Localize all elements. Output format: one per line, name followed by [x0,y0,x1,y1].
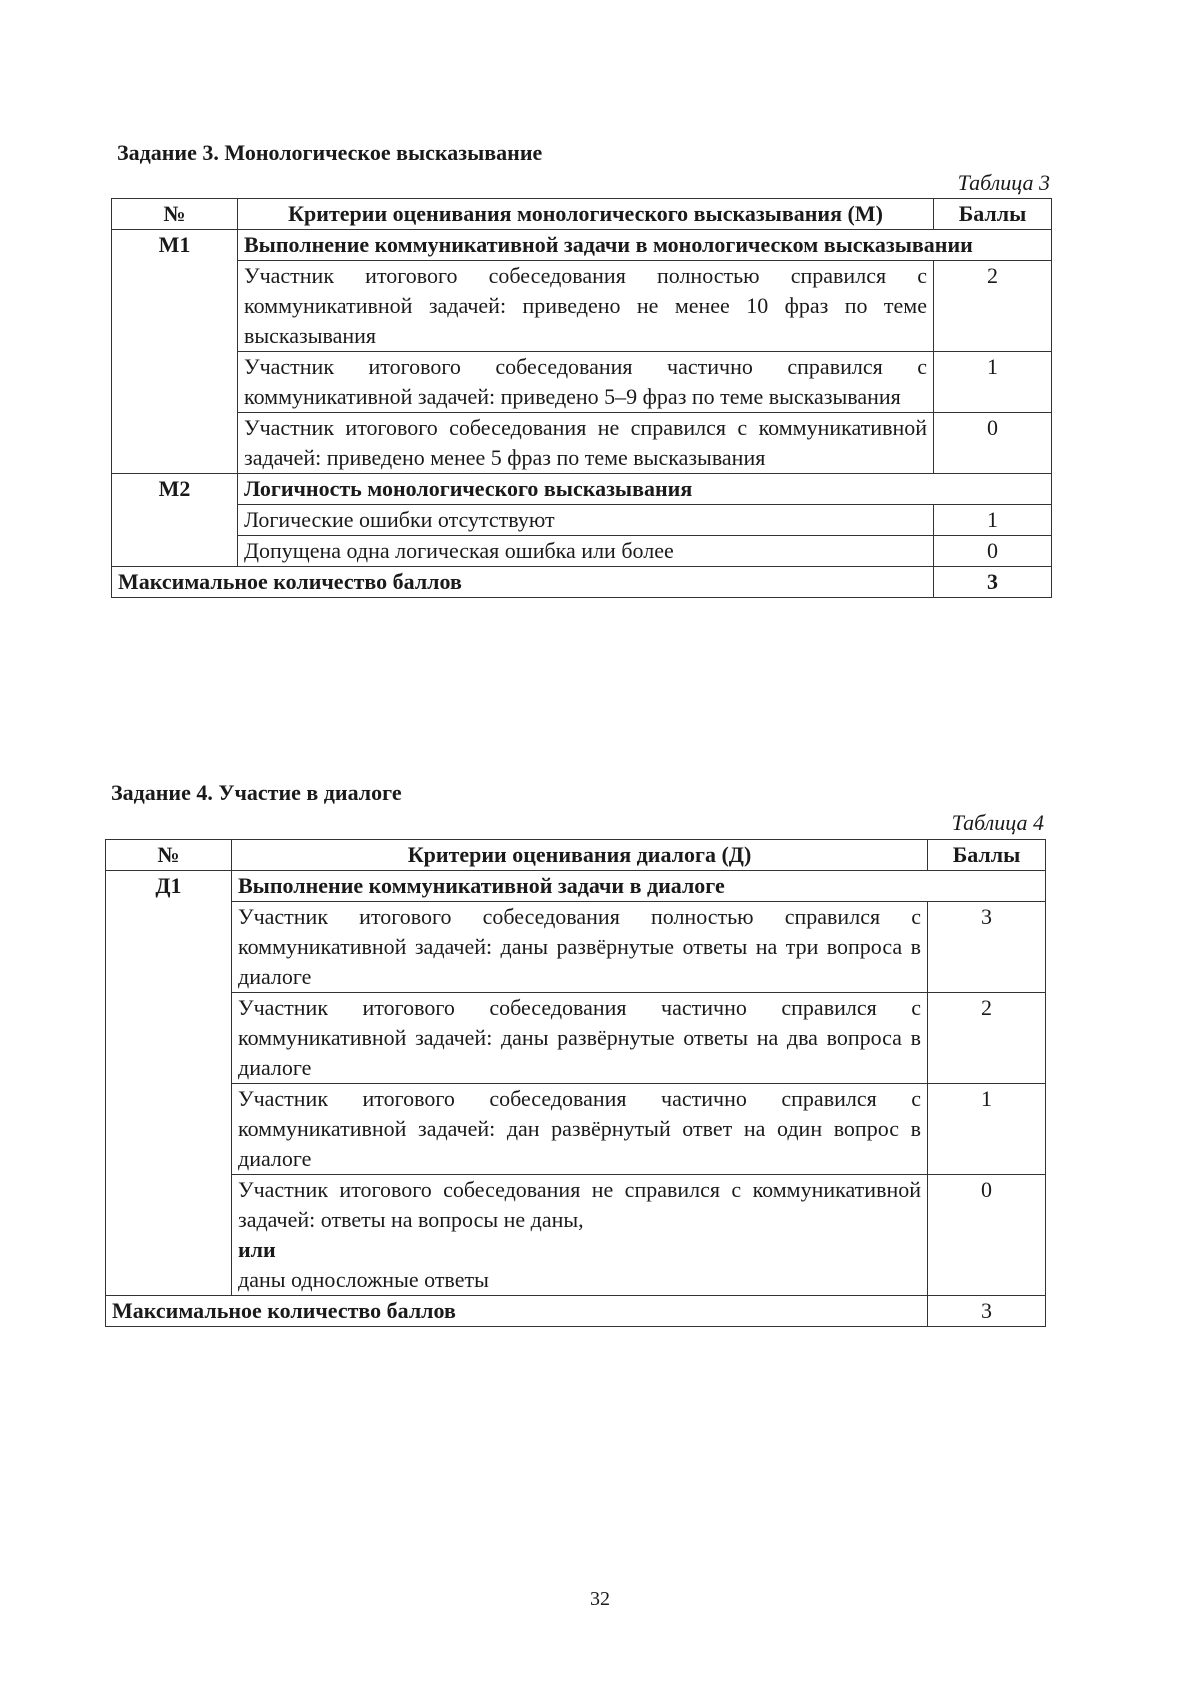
task3-table-caption: Таблица 3 [957,170,1050,195]
page-number: 32 [590,1588,610,1610]
criterion-row [112,474,1052,505]
criterion-score: 0 [928,1175,1046,1296]
criterion-description: Допущена одна логическая ошибка или более [238,536,934,567]
criterion-description: Логические ошибки отсутствуют [238,505,934,536]
table-row [106,1175,1046,1296]
criterion-score: 1 [934,352,1052,413]
header-num: № [106,840,232,871]
criterion-description: Участник итогового собеседования частично справился с коммуникативной задачей: дан развёрнутый ответ на один вопрос в диалоге [232,1084,928,1175]
criterion-score: 2 [934,261,1052,352]
criterion-score: 1 [934,505,1052,536]
total-row [106,1296,1046,1327]
total-row [112,567,1052,598]
task4-title: Задание 4. Участие в диалоге [111,780,402,805]
criterion-code-m2: М2 [112,474,238,567]
header-num: № [112,199,238,230]
criterion-description [232,1175,928,1296]
criterion-description: Участник итогового собеседования полностью справился с коммуникативной задачей: даны развёрнутые ответы на три вопроса в диалоге [232,902,928,993]
criterion-row [106,871,1046,902]
criterion-code-m1: М1 [112,230,238,474]
criterion-description: Участник итогового собеседования частично справился с коммуникативной задачей: даны развёрнутые ответы на два вопроса в диалоге [232,993,928,1084]
criterion-description-part: Участник итогового собеседования не справился с коммуникативной задачей: ответы на вопросы не даны, [238,1177,921,1232]
table-row [112,352,1052,413]
table-header-row [112,199,1052,230]
criterion-or-keyword: или [238,1237,276,1262]
table-row [112,261,1052,352]
table-row [112,413,1052,474]
total-score: 3 [928,1296,1046,1327]
criterion-code-d1: Д1 [106,871,232,1296]
task4-criteria-table [105,839,1046,1327]
table-row [112,505,1052,536]
table-row [106,1084,1046,1175]
table-header-row [106,840,1046,871]
criterion-description: Участник итогового собеседования полностью справился с коммуникативной задачей: приведено не менее 10 фраз по теме высказывания [238,261,934,352]
task3-title: Задание 3. Монологическое высказывание [117,140,543,165]
criterion-score: 0 [934,536,1052,567]
header-points: Баллы [928,840,1046,871]
total-label: Максимальное количество баллов [106,1296,928,1327]
header-criteria: Критерии оценивания диалога (Д) [232,840,928,871]
criterion-score: 0 [934,413,1052,474]
table-row [106,993,1046,1084]
criterion-description: Участник итогового собеседования частично справился с коммуникативной задачей: приведено 5–9 фраз по теме высказывания [238,352,934,413]
criterion-description: Участник итогового собеседования не справился с коммуникативной задачей: приведено менее 5 фраз по теме высказывания [238,413,934,474]
table-row [112,536,1052,567]
header-points: Баллы [934,199,1052,230]
total-score: 3 [934,567,1052,598]
criterion-score: 3 [928,902,1046,993]
criterion-score: 2 [928,993,1046,1084]
total-label: Максимальное количество баллов [112,567,934,598]
task4-table-caption: Таблица 4 [951,810,1044,835]
criterion-description-part: даны односложные ответы [238,1267,489,1292]
header-criteria: Критерии оценивания монологического высказывания (М) [238,199,934,230]
task3-criteria-table [111,198,1052,598]
criterion-title-m2: Логичность монологического высказывания [238,474,1052,505]
criterion-row [112,230,1052,261]
table-row [106,902,1046,993]
criterion-title-m1: Выполнение коммуникативной задачи в монологическом высказывании [238,230,1052,261]
criterion-title-d1: Выполнение коммуникативной задачи в диалоге [232,871,1046,902]
criterion-score: 1 [928,1084,1046,1175]
